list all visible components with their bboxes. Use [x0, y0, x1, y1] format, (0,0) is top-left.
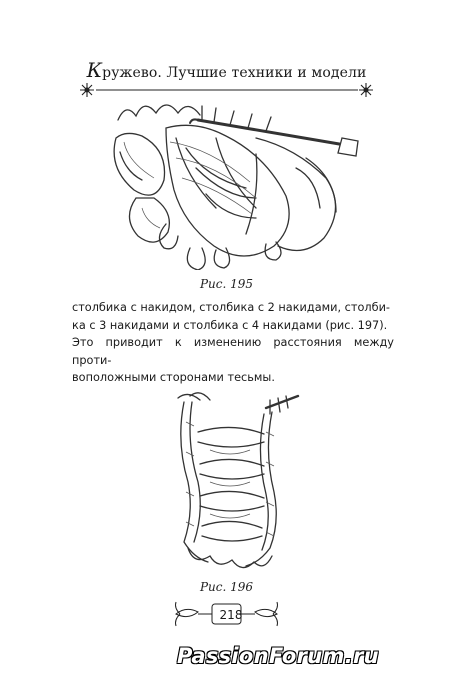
- book-title: [0, 58, 453, 82]
- body-line: воположными сторонами тесьмы.: [72, 371, 275, 385]
- header-flower-left-icon: [80, 83, 94, 97]
- book-title-rest: ружево. Лучшие техники и модели: [102, 65, 367, 81]
- figure-196-braid-illustration: [170, 392, 316, 572]
- running-header: [0, 58, 453, 98]
- crochet-hook-icon: [190, 119, 358, 156]
- watermark-text: PassionForum.ru: [177, 644, 379, 668]
- book-title-initial: К: [86, 58, 103, 82]
- header-rule: [0, 82, 453, 98]
- page-number: 218: [219, 608, 243, 622]
- figure-196-caption: Рис. 196: [199, 580, 254, 594]
- figure-195-caption: Рис. 195: [199, 277, 254, 291]
- figure-195-lace-illustration: [106, 98, 368, 270]
- header-flower-right-icon: [359, 83, 373, 97]
- body-paragraph: [72, 299, 394, 387]
- crochet-hook-small-icon: [266, 396, 298, 408]
- body-line: ка с 3 накидами и столбика с 4 накидами (рис. 197).: [72, 318, 388, 332]
- body-line: столбика с накидом, столбика с 2 накидами, столби-: [72, 301, 390, 314]
- watermark: [177, 644, 439, 684]
- body-line: Это приводит к изменению расстояния между проти-: [72, 336, 394, 367]
